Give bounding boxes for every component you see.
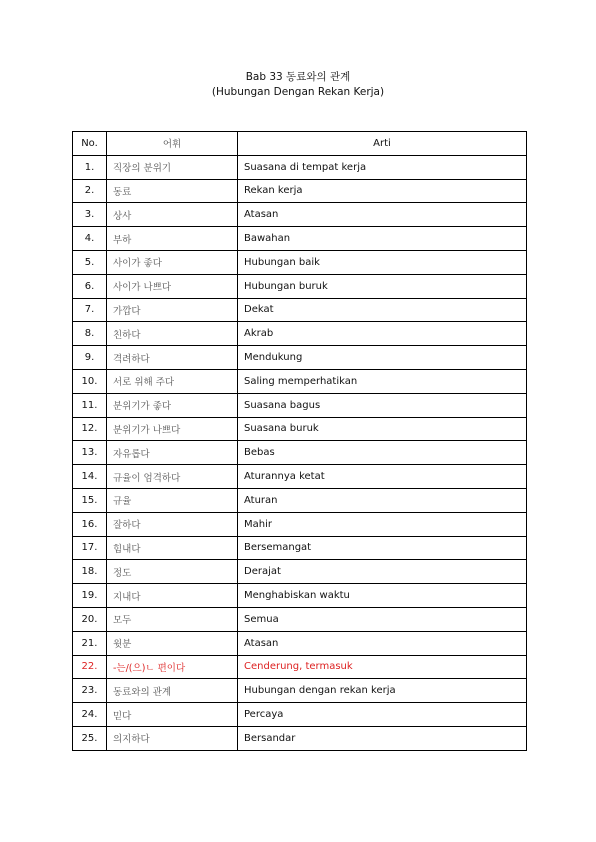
row-word-cell <box>107 536 238 560</box>
row-meaning: Hubungan dengan rekan kerja <box>238 679 527 703</box>
row-word-cell <box>107 465 238 489</box>
row-number: 25. <box>73 726 107 750</box>
row-word-cell <box>107 417 238 441</box>
row-number: 21. <box>73 631 107 655</box>
row-meaning: Aturannya ketat <box>238 465 527 489</box>
row-word-cell <box>107 227 238 251</box>
row-number: 5. <box>73 250 107 274</box>
row-meaning: Akrab <box>238 322 527 346</box>
row-word: 정도 <box>113 567 132 579</box>
table-row <box>73 203 527 227</box>
row-word-cell <box>107 298 238 322</box>
row-number: 6. <box>73 274 107 298</box>
row-word: 잘하다 <box>113 520 141 532</box>
row-number: 8. <box>73 322 107 346</box>
table-row <box>73 488 527 512</box>
table-row <box>73 655 527 679</box>
row-number: 20. <box>73 607 107 631</box>
table-row <box>73 465 527 489</box>
table-row <box>73 703 527 727</box>
row-word: 규율 <box>113 496 132 508</box>
row-word-cell <box>107 584 238 608</box>
row-number: 3. <box>73 203 107 227</box>
row-word-cell <box>107 250 238 274</box>
row-word-cell <box>107 488 238 512</box>
row-number: 1. <box>73 155 107 179</box>
row-word: 규율이 엄격하다 <box>113 472 181 484</box>
row-word: 격려하다 <box>113 353 150 365</box>
row-word: 친하다 <box>113 329 141 341</box>
row-meaning: Suasana buruk <box>238 417 527 441</box>
table-row <box>73 155 527 179</box>
row-word: 가깝다 <box>113 305 141 317</box>
header-arti: Arti <box>238 132 527 156</box>
row-number: 11. <box>73 393 107 417</box>
row-word: 동료 <box>113 186 132 198</box>
chapter-subtitle: (Hubungan Dengan Rekan Kerja) <box>211 86 385 98</box>
row-word: 분위기가 좋다 <box>113 401 172 413</box>
row-meaning: Bawahan <box>238 227 527 251</box>
row-meaning: Suasana di tempat kerja <box>238 155 527 179</box>
row-word: 동료와의 관계 <box>113 686 172 698</box>
row-word-cell <box>107 155 238 179</box>
row-number: 7. <box>73 298 107 322</box>
row-meaning: Mahir <box>238 512 527 536</box>
table-row <box>73 560 527 584</box>
table-row <box>73 227 527 251</box>
row-word: 믿다 <box>113 710 132 722</box>
table-row <box>73 512 527 536</box>
row-meaning: Menghabiskan waktu <box>238 584 527 608</box>
row-word-cell <box>107 346 238 370</box>
header-word-label: 어휘 <box>162 139 182 151</box>
row-word: 윗분 <box>113 639 132 651</box>
row-word-cell <box>107 655 238 679</box>
table-row <box>73 250 527 274</box>
row-word: 모두 <box>113 615 132 627</box>
table-row <box>73 369 527 393</box>
row-word: 서로 위해 주다 <box>113 377 175 389</box>
row-meaning: Semua <box>238 607 527 631</box>
table-row <box>73 584 527 608</box>
row-word: 직장의 분위기 <box>113 163 172 175</box>
row-number: 16. <box>73 512 107 536</box>
row-word-cell <box>107 274 238 298</box>
row-meaning: Bersandar <box>238 726 527 750</box>
table-row <box>73 536 527 560</box>
table-row <box>73 417 527 441</box>
table-row <box>73 346 527 370</box>
row-word: 사이가 좋다 <box>113 258 162 270</box>
row-number: 17. <box>73 536 107 560</box>
row-meaning: Dekat <box>238 298 527 322</box>
row-meaning: Suasana bagus <box>238 393 527 417</box>
row-meaning: Bersemangat <box>238 536 527 560</box>
chapter-title: Bab 33 동료와의 관계 <box>245 71 351 83</box>
table-row <box>73 179 527 203</box>
row-meaning: Atasan <box>238 631 527 655</box>
row-number: 9. <box>73 346 107 370</box>
row-word-cell <box>107 560 238 584</box>
row-meaning: Cenderung, termasuk <box>238 655 527 679</box>
row-number: 22. <box>73 655 107 679</box>
vocabulary-table <box>72 131 527 751</box>
row-word: 부하 <box>113 234 132 246</box>
row-word: 자유롭다 <box>113 448 150 460</box>
row-word-cell <box>107 512 238 536</box>
table-row <box>73 631 527 655</box>
row-word-cell <box>107 393 238 417</box>
row-meaning: Saling memperhatikan <box>238 369 527 393</box>
table-row <box>73 726 527 750</box>
row-meaning: Hubungan buruk <box>238 274 527 298</box>
row-number: 2. <box>73 179 107 203</box>
row-word-cell <box>107 607 238 631</box>
row-word: 힘내다 <box>113 543 141 555</box>
row-word-cell <box>107 679 238 703</box>
row-meaning: Hubungan baik <box>238 250 527 274</box>
row-number: 4. <box>73 227 107 251</box>
page-title <box>0 70 596 100</box>
row-meaning: Derajat <box>238 560 527 584</box>
row-word-cell <box>107 441 238 465</box>
table-row <box>73 322 527 346</box>
row-number: 24. <box>73 703 107 727</box>
header-word <box>107 132 238 156</box>
row-meaning: Rekan kerja <box>238 179 527 203</box>
table-row <box>73 274 527 298</box>
header-no: No. <box>73 132 107 156</box>
table-header-row <box>73 132 527 156</box>
table-row <box>73 679 527 703</box>
table-row <box>73 607 527 631</box>
row-word-cell <box>107 203 238 227</box>
row-number: 13. <box>73 441 107 465</box>
row-word-cell <box>107 726 238 750</box>
row-word: 분위기가 나쁘다 <box>113 424 181 436</box>
row-meaning: Bebas <box>238 441 527 465</box>
row-number: 14. <box>73 465 107 489</box>
row-word: 지내다 <box>113 591 141 603</box>
row-meaning: Mendukung <box>238 346 527 370</box>
table-row <box>73 441 527 465</box>
row-number: 10. <box>73 369 107 393</box>
table-row <box>73 393 527 417</box>
row-meaning: Atasan <box>238 203 527 227</box>
row-word-cell <box>107 631 238 655</box>
row-word-cell <box>107 179 238 203</box>
row-number: 15. <box>73 488 107 512</box>
row-number: 12. <box>73 417 107 441</box>
row-number: 18. <box>73 560 107 584</box>
row-number: 23. <box>73 679 107 703</box>
row-word-cell <box>107 369 238 393</box>
row-word: 사이가 나쁘다 <box>113 282 172 294</box>
row-word: -는/(으)ㄴ 편이다 <box>113 662 186 674</box>
row-meaning: Percaya <box>238 703 527 727</box>
row-number: 19. <box>73 584 107 608</box>
table-body <box>73 155 527 750</box>
row-word: 의지하다 <box>113 734 150 746</box>
table-row <box>73 298 527 322</box>
row-word: 상사 <box>113 210 132 222</box>
row-word-cell <box>107 703 238 727</box>
row-word-cell <box>107 322 238 346</box>
row-meaning: Aturan <box>238 488 527 512</box>
